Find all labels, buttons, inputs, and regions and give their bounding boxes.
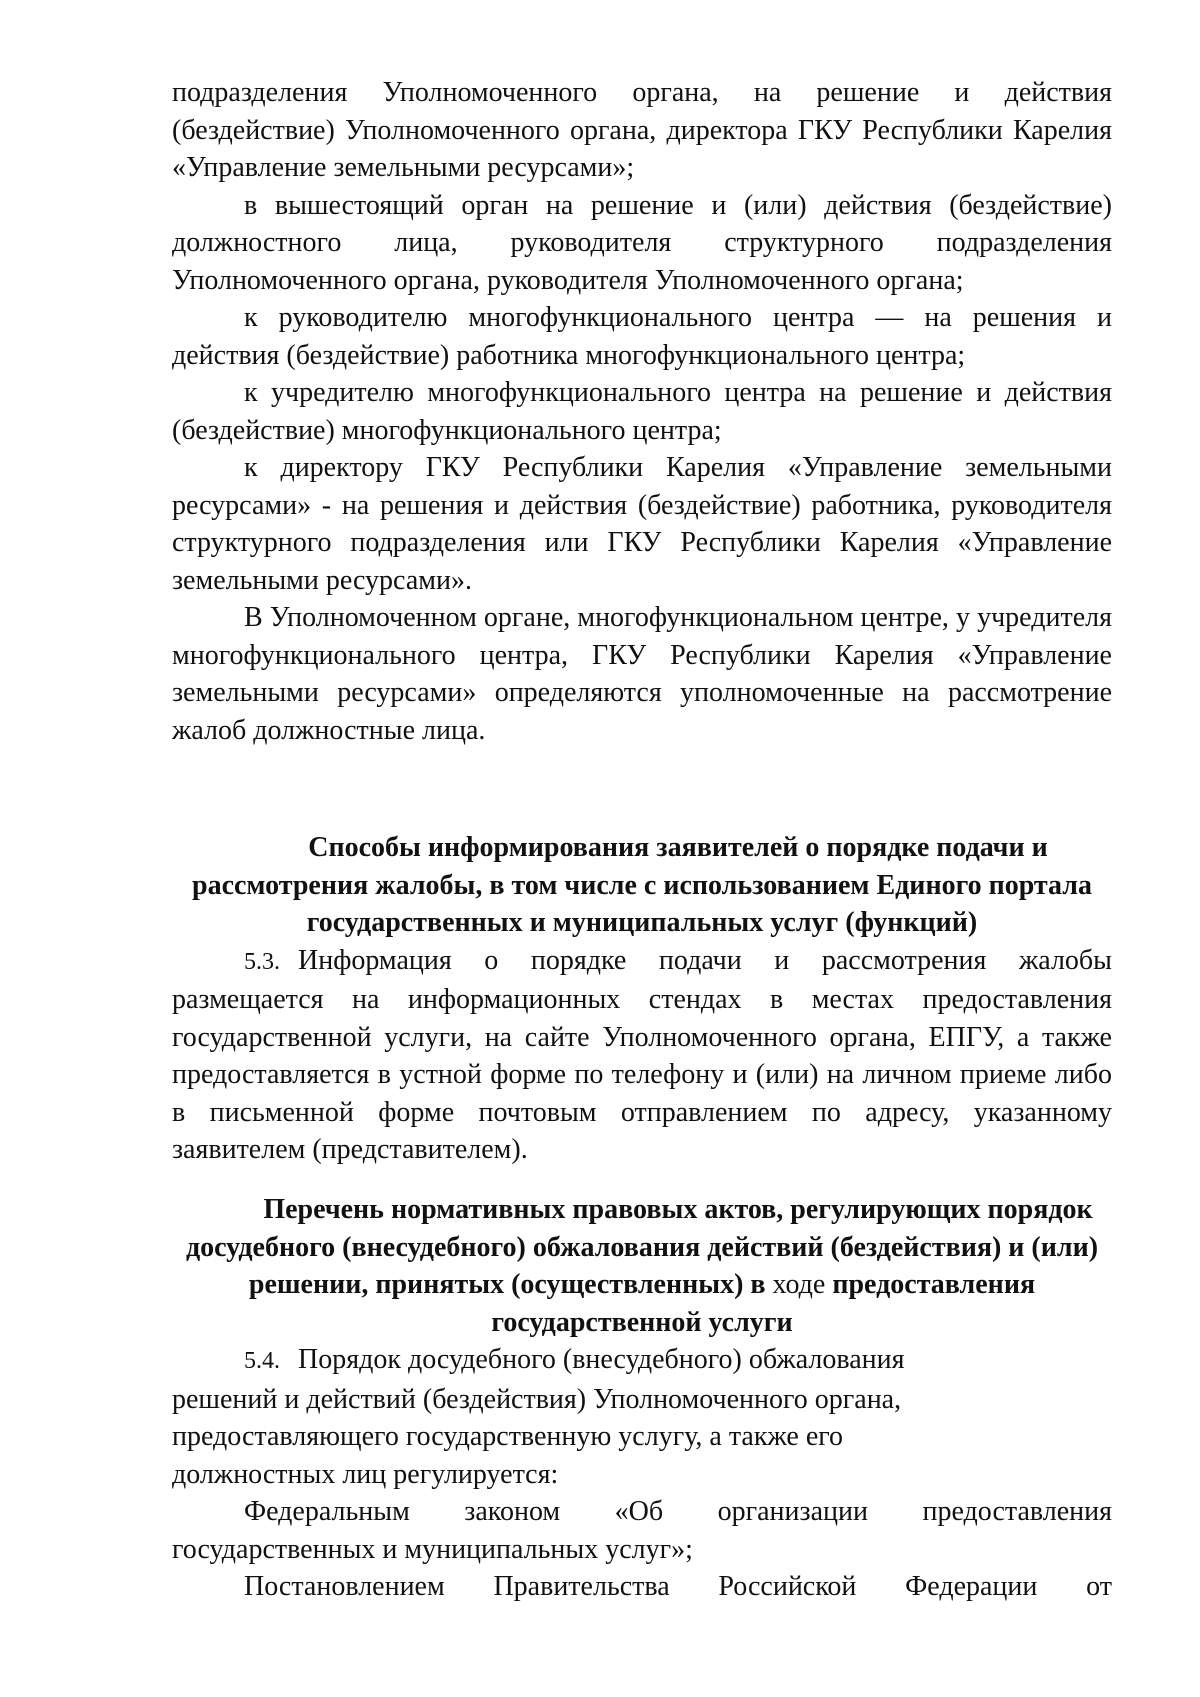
heading-plain-part: ходе xyxy=(772,1269,826,1300)
regulations-section xyxy=(172,1191,1112,1606)
item-5-3 xyxy=(172,942,1112,1169)
item-number: 5.4. xyxy=(244,1348,280,1374)
paragraph-mfc-head: к руководителю многофункционального центра — на решения и действия (бездействие) работника многофункционального центра; xyxy=(172,302,1112,371)
heading-tail-part: предоставления государственной услуги xyxy=(491,1269,1036,1338)
item-number: 5.3. xyxy=(244,948,280,975)
complaint-addressees-section xyxy=(172,74,1112,749)
paragraph-higher-authority: в вышестоящий орган на решение и (или) действия (бездействие) должностного лица, руководителя структурного подразделения Уполномоченного органа, руководителя Уполномоченного органа; xyxy=(172,189,1112,296)
item-5-4 xyxy=(172,1341,992,1493)
item-text: Информация о порядке подачи и рассмотрения жалобы размещается на информационных стендах в местах предоставления государственной услуги, на сайте Уполномоченного органа, ЕПГУ, а также предоставляется в устной форме по телефону и (или) на личном приеме либо в письменной форме почтовым отправлением по адресу, указанному заявителем (представителем). xyxy=(172,944,1112,1165)
heading-bold-part: Перечень нормативных правовых актов, регулирующих порядок досудебного (внесудебного) обжалования действий (бездействия) и (или) решении, принятых (осуществленных) в xyxy=(185,1194,1099,1300)
informing-section xyxy=(172,829,1112,1169)
section-heading-informing: Способы информирования заявителей о порядке подачи и рассмотрения жалобы, в том числе с использованием Единого портала государственных и муниципальных услуг (функций) xyxy=(192,832,1092,938)
paragraph-continued: подразделения Уполномоченного органа, на решение и действия (бездействие) Уполномоченного органа, директора ГКУ Республики Карелия «Управление земельными ресурсами»; xyxy=(172,77,1112,183)
paragraph-government-decree: Постановлением Правительства Российской Федерации от xyxy=(244,1571,1112,1602)
paragraph-mfc-founder: к учредителю многофункционального центра на решение и действия (бездействие) многофункционального центра; xyxy=(172,377,1112,446)
paragraph-gku-director: к директору ГКУ Республики Карелия «Управление земельными ресурсами» - на решения и действия (бездействие) работника, руководителя структурного подразделения или ГКУ Республики Карелия «Управление земельными ресурсами». xyxy=(172,452,1112,596)
item-text: Порядок досудебного (внесудебного) обжалования решений и действий (бездействия) Уполномоченного органа, предоставляющего государственную услугу, а также его должностных лиц регулируется: xyxy=(172,1344,905,1490)
section-heading-regulations xyxy=(172,1191,1112,1341)
paragraph-authorized-officials: В Уполномоченном органе, многофункциональном центре, у учредителя многофункционального центра, ГКУ Республики Карелия «Управление земельными ресурсами» определяются уполномоченные на рассмотрение жалоб должностные лица. xyxy=(172,602,1112,746)
paragraph-federal-law: Федеральным законом «Об организации предоставления государственных и муниципальных услуг»; xyxy=(172,1496,1112,1565)
